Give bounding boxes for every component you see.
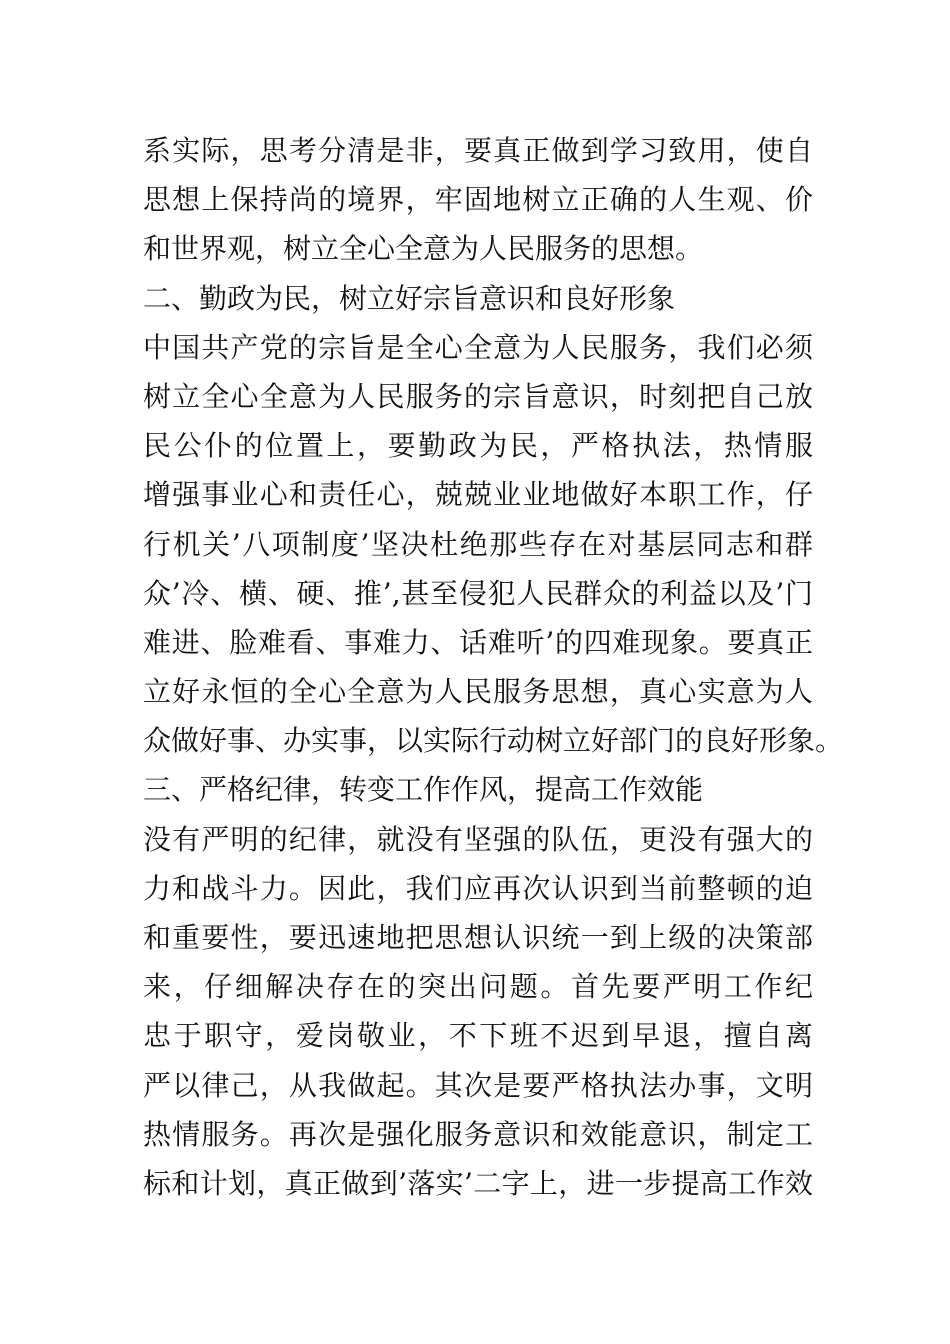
text-line: 和重要性，要迅速地把思想认识统一到上级的决策部 — [143, 921, 813, 954]
document-body — [143, 126, 844, 1208]
text-line: 来，仔细解决存在的突出问题。首先要严明工作纪 — [143, 970, 813, 1004]
text-line: 立好永恒的全心全意为人民服务思想，真心实意为人 — [143, 675, 813, 709]
text-line: 中国共产党的宗旨是全心全意为人民服务，我们必须 — [143, 330, 813, 364]
text-line: 行机关’八项制度’坚决杜绝那些存在对基层同志和群 — [143, 527, 813, 561]
text-line: 难进、脸难看、事难力、话难听’的四难现象。要真正 — [143, 625, 813, 659]
section-heading: 三、严格纪律，转变工作作风，提高工作效能 — [143, 773, 704, 807]
section-heading: 二、勤政为民，树立好宗旨意识和良好形象 — [143, 281, 676, 315]
text-line: 力和战斗力。因此，我们应再次认识到当前整顿的迫 — [143, 871, 813, 905]
text-line: 热情服务。再次是强化服务意识和效能意识，制定工 — [143, 1117, 813, 1151]
text-line: 忠于职守，爱岗敬业，不下班不迟到早退，擅自离 — [143, 1019, 813, 1053]
text-line: 众’冷、横、硬、推’,甚至侵犯人民群众的利益以及’门 — [143, 576, 813, 610]
text-line: 没有严明的纪律，就没有坚强的队伍，更没有强大的 — [143, 822, 813, 856]
text-line: 树立全心全意为人民服务的宗旨意识，时刻把自己放 — [143, 379, 813, 413]
text-line: 众做好事、办实事，以实际行动树立好部门的良好形象。 — [143, 724, 844, 758]
text-line: 思想上保持尚的境界，牢固地树立正确的人生观、价 — [143, 183, 813, 217]
text-line: 增强事业心和责任心，兢兢业业地做好本职工作，仔 — [143, 478, 813, 512]
text-line: 系实际，思考分清是非，要真正做到学习致用，使自 — [143, 134, 813, 167]
text-line: 严以律己，从我做起。其次是要严格执法办事，文明 — [143, 1068, 813, 1102]
text-line: 和世界观，树立全心全意为人民服务的思想。 — [143, 232, 704, 266]
text-line: 民公仆的位置上，要勤政为民，严格执法，热情服 — [143, 429, 813, 463]
text-line: 标和计划，真正做到’落实’二字上，进一步提高工作效 — [143, 1166, 813, 1200]
